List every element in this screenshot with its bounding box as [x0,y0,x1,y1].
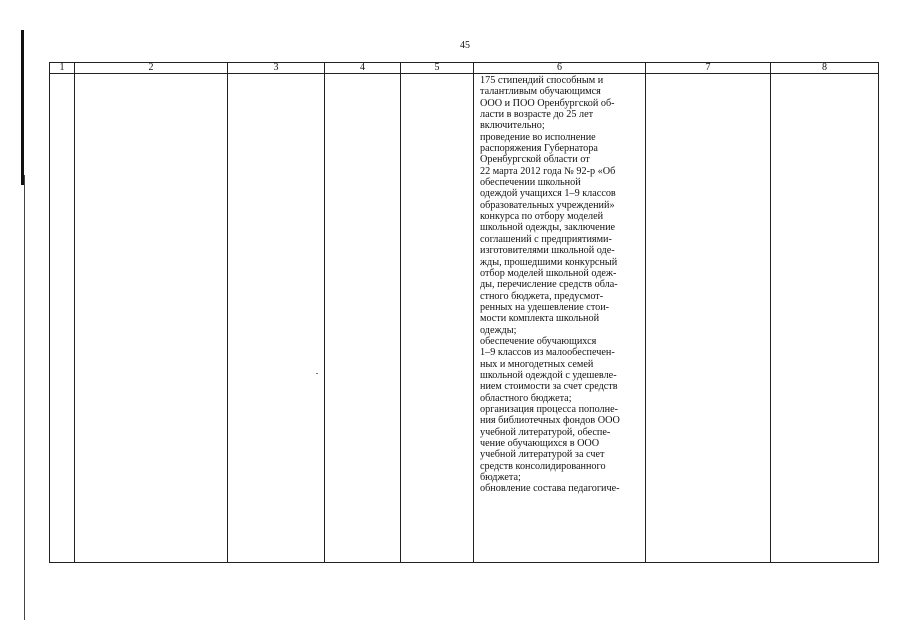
text-line: соглашений с предприятиями- [480,233,612,245]
text-line: мости комплекта школьной [480,313,600,325]
text-line: учебной литературой, обеспе- [480,426,611,438]
text-line: конкурса по отбору моделей [480,211,604,223]
text-line: жды, прошедшими конкурсный [480,256,618,268]
text-line: 175 стипендий способным и [480,75,604,86]
text-line: обновление состава педагогиче- [480,483,620,495]
text-line: одеждой учащихся 1–9 классов [480,188,616,200]
text-line: распоряжения Губернатора [480,143,598,155]
text-line: ласти в возрасте до 25 лет [480,109,594,121]
text-line: талантливым обучающимся [480,86,601,98]
text-line: ООО и ПОО Оренбургской об- [480,97,615,109]
binding-margin-line-lower [24,175,25,620]
binding-margin-line [21,30,24,185]
cell-col-6-text [474,74,645,495]
text-line: одежды; [480,324,517,336]
text-line: средств консолидированного [480,460,606,472]
header-row [50,63,879,74]
page-number: 45 [460,40,470,51]
column-header-5: 5 [401,63,474,74]
cell-col-2 [75,74,228,563]
text-line: ды, перечисление средств обла- [480,279,618,291]
text-line: областного бюджета; [480,392,572,404]
text-line: школьной одежды, заключение [480,222,616,234]
text-line: чение обучающихся в ООО [480,438,600,449]
text-line: ных и многодетных семей [480,358,594,370]
text-line: проведение во исполнение [480,131,596,143]
cell-col-6 [474,74,646,563]
text-line: обеспечении школьной [480,177,581,189]
cell-col-7 [646,74,771,563]
table-row [50,74,879,563]
column-header-1: 1 [50,63,75,74]
text-line: стного бюджета, предусмот- [480,290,604,302]
text-line: учебной литературой за счет [480,449,605,461]
text-line: образовательных учреждений» [480,199,615,211]
text-line: обеспечение обучающихся [480,335,597,347]
text-line: отбор моделей школьной одеж- [480,267,617,279]
text-line: организация процесса пополне- [480,403,618,415]
column-header-6: 6 [474,63,646,74]
text-line: 1–9 классов из малообеспечен- [480,347,615,359]
column-header-3: 3 [228,63,325,74]
text-line: Оренбургской области от [480,154,590,166]
text-line: ренных на удешевление стои- [480,301,610,313]
cell-col-1 [50,74,75,563]
column-header-8: 8 [771,63,879,74]
column-header-2: 2 [75,63,228,74]
text-line: включительно; [480,120,545,132]
text-line: бюджета; [480,472,521,484]
cell-col-3 [228,74,325,563]
text-line: 22 марта 2012 года № 92-р «Об [480,165,616,177]
cell-col-5 [401,74,474,563]
column-header-4: 4 [325,63,401,74]
text-line: школьной одеждой с удешевле- [480,369,617,381]
column-header-7: 7 [646,63,771,74]
text-line: изготовителями школьной оде- [480,245,615,257]
cell-col-4 [325,74,401,563]
document-table [49,62,879,563]
cell-col-8 [771,74,879,563]
text-line: нием стоимости за счет средств [480,381,618,393]
text-line: ния библиотечных фондов ООО [480,415,620,427]
